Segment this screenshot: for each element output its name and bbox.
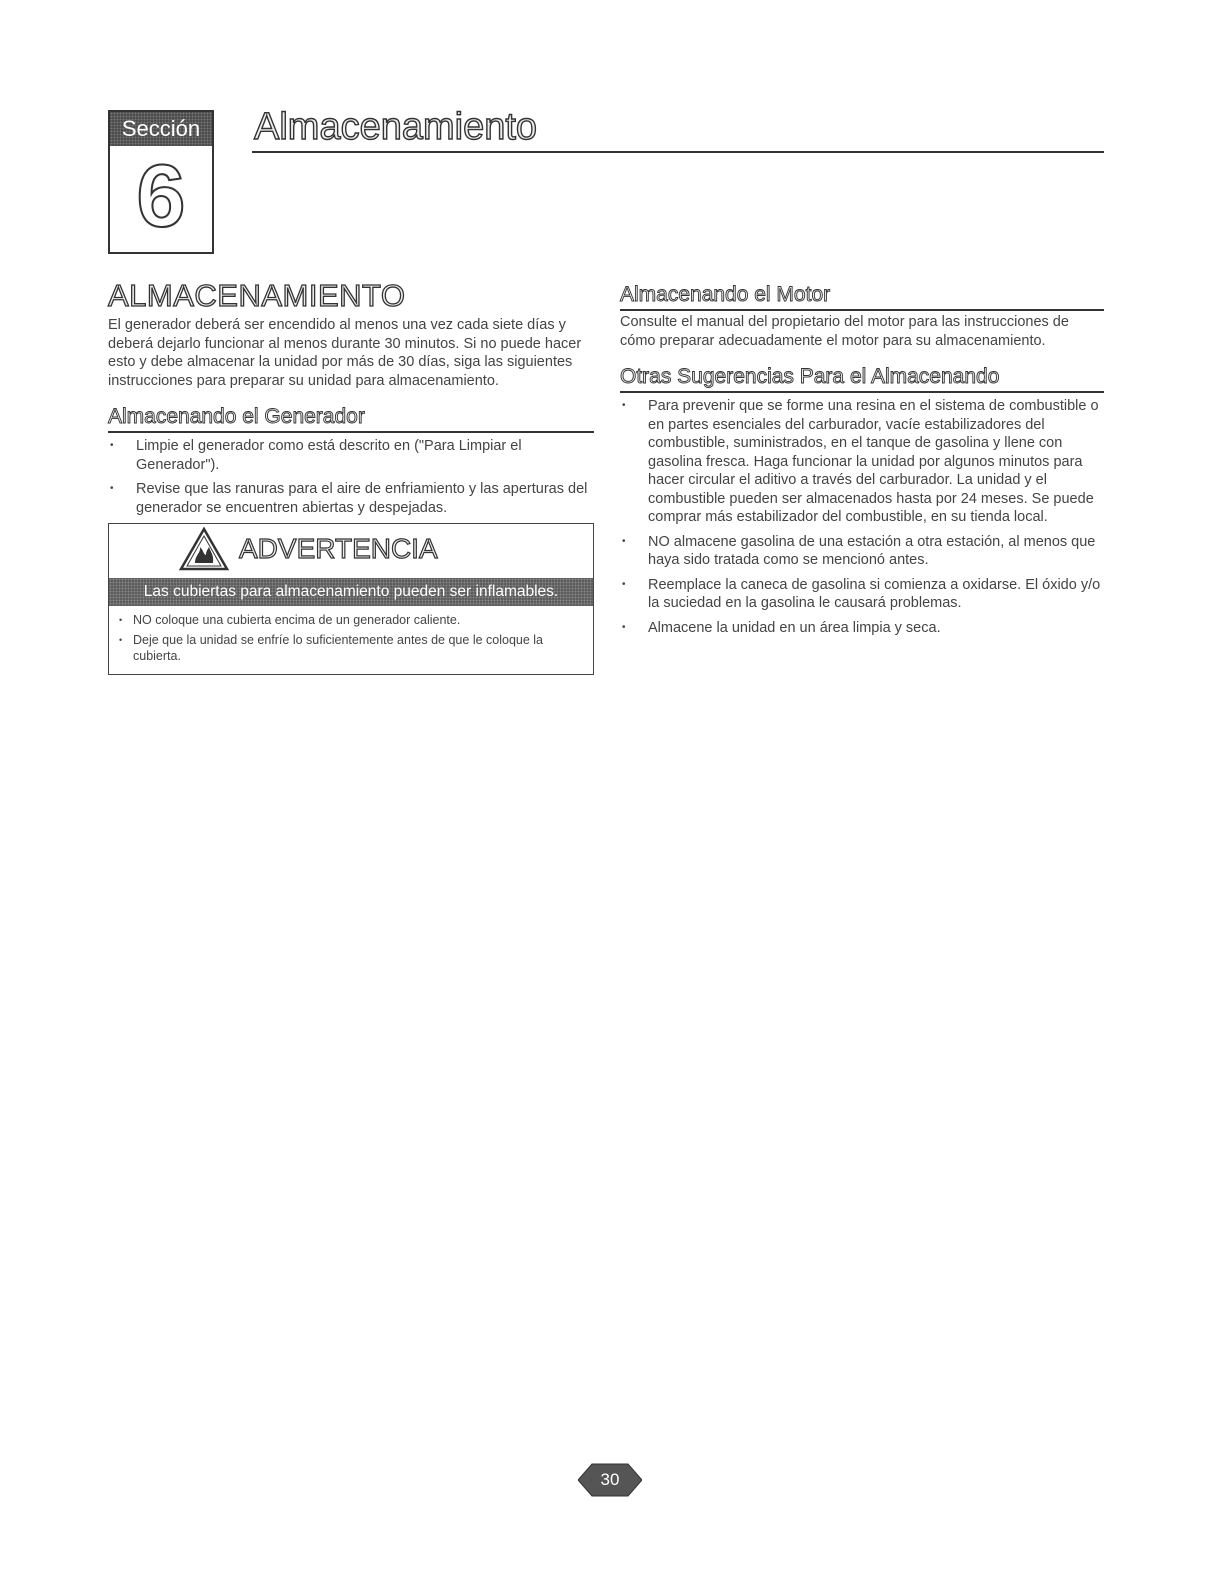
list-item: • Para prevenir que se forme una resina en el sistema de combustible o en partes esenciales del carburador, vacíe estabilizadores del combustible, suministrados, en el tanque de gasolina y llene con gasolina fresca. Haga funcionar la unidad por algunos minutos para hacer circular el aditivo a través del carburador. La unidad y el combustible pueden ser almacenados hasta por 24 meses. Se puede comprar más estabilizador del combustible, en su tienda local. (620, 397, 1104, 527)
right-column (620, 278, 1104, 643)
section-label: Sección (110, 112, 212, 146)
page-title: Almacenamiento (254, 106, 538, 148)
list-item: • NO almacene gasolina de una estación a otra estación, al menos que haya sido tratada como se mencionó antes. (620, 533, 1104, 570)
list-item: • Limpie el generador como está descrito en ("Para Limpiar el Generador"). (108, 437, 594, 474)
motor-text: Consulte el manual del propietario del motor para las instrucciones de cómo preparar adecuadamente el motor para su almacenamiento. (620, 314, 1069, 349)
storage-intro: El generador deberá ser encendido al menos una vez cada siete días y deberá dejarlo funcionar al menos durante 30 minutos. Si no puede hacer esto y debe almacenar la unidad por más de 30 días, siga las siguientes instrucciones para preparar su unidad para almacenamiento. (108, 317, 582, 389)
list-item: • Deje que la unidad se enfríe lo suficientemente antes de que le coloque la cubierta. (117, 632, 593, 664)
tips-heading: Otras Sugerencias Para el Almacenando (620, 364, 1104, 393)
list-item: • Almacene la unidad en un área limpia y seca. (620, 619, 1104, 638)
warning-band: Las cubiertas para almacenamiento pueden ser inflamables. (109, 578, 593, 606)
list-item: • NO coloque una cubierta encima de un generador caliente. (117, 612, 593, 628)
warning-title: ADVERTENCIA (239, 533, 438, 564)
generator-heading: Almacenando el Generador (108, 404, 594, 433)
generator-list (108, 437, 594, 517)
motor-heading: Almacenando el Motor (620, 282, 1104, 311)
fire-warning-icon (179, 527, 229, 571)
warning-list (109, 612, 593, 664)
list-item: • Reemplace la caneca de gasolina si comienza a oxidarse. El óxido y/o la suciedad en la gasolina le causará problemas. (620, 576, 1104, 613)
list-item: • Revise que las ranuras para el aire de enfriamiento y las aperturas del generador se encuentren abiertas y despejadas. (108, 480, 594, 517)
title-rule (252, 151, 1104, 153)
page-number: 30 (600, 1470, 620, 1489)
warning-box (108, 523, 594, 675)
warning-header (109, 524, 593, 574)
storage-heading: ALMACENAMIENTO (108, 278, 406, 313)
section-number: 6 (136, 146, 186, 245)
tips-list (620, 397, 1104, 637)
section-box (108, 110, 214, 254)
left-column (108, 278, 594, 675)
